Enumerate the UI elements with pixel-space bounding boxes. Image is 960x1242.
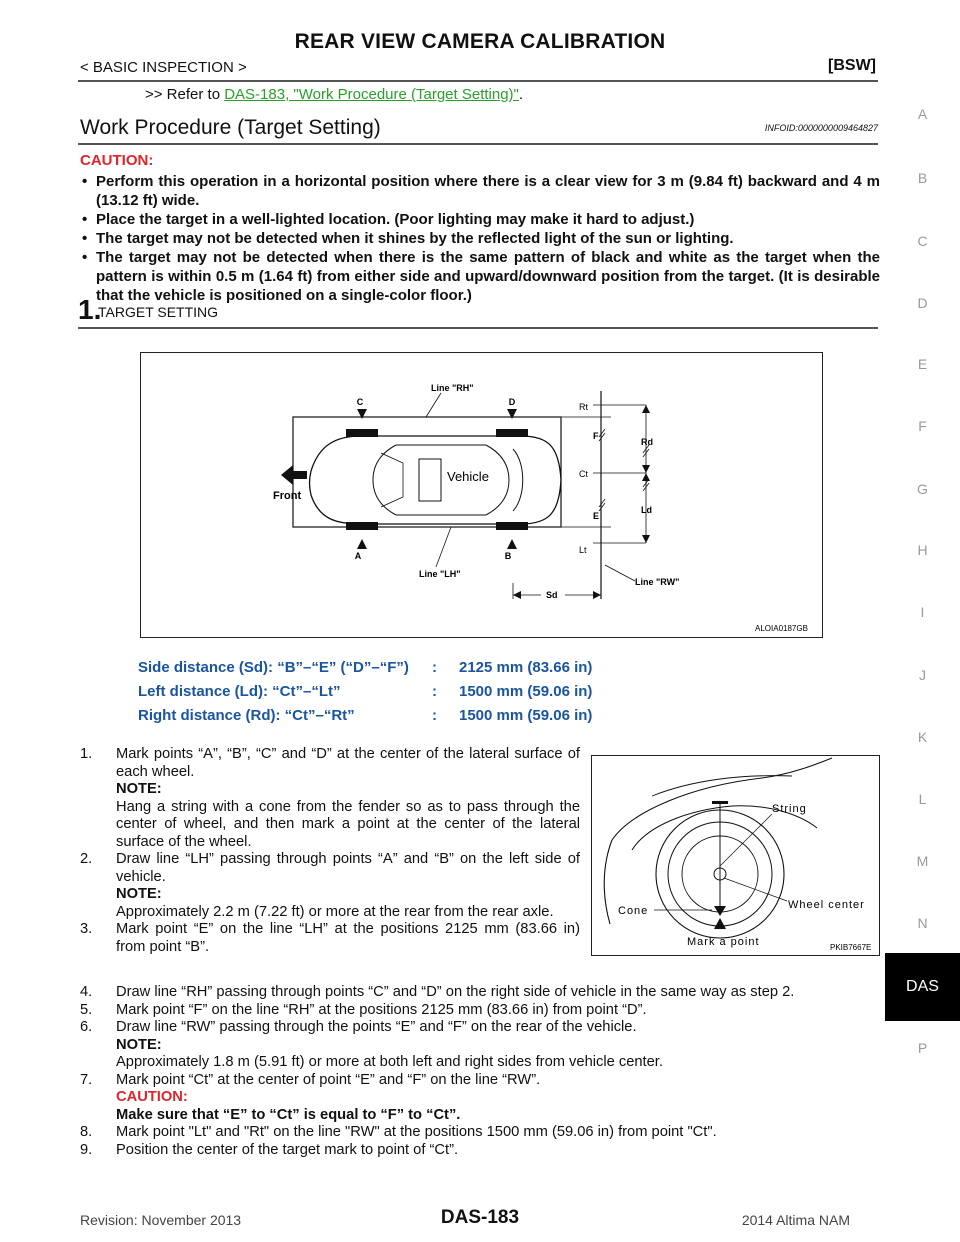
- system-code: [BSW]: [828, 57, 876, 74]
- step-item: [80, 1072, 880, 1125]
- step-num: 7.: [80, 1071, 93, 1088]
- point-b-label: B: [504, 551, 512, 561]
- ct-label: Ct: [579, 469, 588, 479]
- note-text: Approximately 2.2 m (7.22 ft) or more at the rear from the rear axle.: [116, 903, 554, 920]
- line-lh-label: Line "LH": [419, 569, 461, 579]
- caution-text: Make sure that “E” to “Ct” is equal to “F” to “Ct”.: [116, 1106, 461, 1123]
- step-number: 1.: [78, 294, 102, 325]
- point-d-label: D: [508, 397, 516, 407]
- step-num: 9.: [80, 1141, 93, 1158]
- note-heading: NOTE:: [116, 1036, 162, 1053]
- caution-list: [80, 172, 880, 305]
- section-label: < BASIC INSPECTION >: [80, 59, 247, 76]
- line-rw-label: Line "RW": [635, 577, 680, 587]
- step-item: [80, 746, 580, 851]
- refer-prefix: >> Refer to: [145, 86, 225, 103]
- tab-b[interactable]: B: [917, 170, 928, 186]
- step-text: Position the center of the target mark to point of “Ct”.: [116, 1141, 459, 1158]
- procedure-heading: Work Procedure (Target Setting): [80, 116, 381, 139]
- vehicle-outline: [310, 436, 562, 524]
- step-num: 6.: [80, 1019, 93, 1035]
- footer-model: 2014 Altima NAM: [741, 1212, 850, 1228]
- section-index: [885, 0, 960, 1242]
- tab-m[interactable]: M: [916, 853, 929, 869]
- spec-value: 1500 mm (59.06 in): [459, 683, 593, 700]
- tab-h[interactable]: H: [917, 542, 928, 558]
- caution-item: • The target may not be detected when it shines by the reflected light of the sun or lighting.: [80, 229, 880, 248]
- step-item: [80, 851, 580, 921]
- point-a-label: A: [354, 551, 362, 561]
- caution-item: • Place the target in a well-lighted location. (Poor lighting may make it hard to adjust.): [80, 210, 880, 229]
- step-text: Mark point “Ct” at the center of point “E” and “F” on the line “RW”.: [116, 1071, 541, 1088]
- target-setting-diagram: [140, 352, 823, 638]
- tab-p[interactable]: P: [917, 1040, 928, 1056]
- front-label: Front: [273, 490, 302, 502]
- mark-point-label: Mark a point: [687, 936, 760, 948]
- steps-wide: [80, 984, 880, 1159]
- tab-k[interactable]: K: [917, 729, 928, 745]
- step-title: TARGET SETTING: [98, 304, 219, 320]
- step-num: 5.: [80, 1001, 93, 1018]
- sd-label: Sd: [546, 590, 558, 600]
- step-num: 3.: [80, 921, 93, 937]
- step-text: Draw line “RW” passing through the points “E” and “F” on the rear of the vehicle.: [116, 1019, 637, 1035]
- step-item: [80, 1124, 880, 1142]
- step-text: Draw line “LH” passing through points “A” and “B” on the left side of vehicle.: [116, 851, 580, 885]
- spec-colon: :: [432, 683, 437, 700]
- step-item: [80, 921, 580, 956]
- vehicle-label: Vehicle: [447, 469, 489, 484]
- note-text: Hang a string with a cone from the fender so as to pass through the center of wheel, and then mark a point at the center of the lateral surface of the wheel.: [116, 798, 580, 850]
- caution-item: • Perform this operation in a horizontal position where there is a clear view for 3 m (9.84 ft) backward and 4 m (13.12 ft) wide.: [80, 172, 880, 210]
- wheel-svg: [592, 756, 879, 955]
- refer-link[interactable]: DAS-183, "Work Procedure (Target Setting)": [224, 86, 519, 103]
- tab-j[interactable]: J: [919, 667, 926, 683]
- spec-colon: :: [432, 707, 437, 724]
- tab-d[interactable]: D: [917, 295, 928, 311]
- ld-label: Ld: [641, 505, 652, 515]
- step-text: Draw line “RH” passing through points “C” and “D” on the right side of vehicle in the same way as step 2.: [116, 984, 795, 1000]
- line-rh-label: Line "RH": [431, 383, 474, 393]
- step-text: Mark point "Lt" and "Rt" on the line "RW" at the positions 1500 mm (59.06 in) from point "Ct".: [116, 1124, 717, 1140]
- tab-f[interactable]: F: [918, 418, 927, 434]
- tab-e[interactable]: E: [917, 356, 928, 372]
- spec-label: Side distance (Sd): “B”–“E” (“D”–“F”): [138, 659, 409, 676]
- string-label: String: [772, 803, 807, 815]
- spec-colon: :: [432, 659, 437, 676]
- tab-l[interactable]: L: [918, 791, 927, 807]
- step-text: Mark point “F” on the line “RH” at the positions 2125 mm (83.66 in) from point “D”.: [116, 1001, 647, 1018]
- rd-label: Rd: [641, 437, 653, 447]
- step-num: 4.: [80, 984, 93, 1000]
- spec-label: Right distance (Rd): “Ct”–“Rt”: [138, 707, 355, 724]
- diagram-svg: [141, 353, 822, 637]
- tab-g[interactable]: G: [917, 481, 928, 497]
- spec-value: 1500 mm (59.06 in): [459, 707, 593, 724]
- page-title: REAR VIEW CAMERA CALIBRATION: [294, 30, 666, 53]
- info-id: INFOID:0000000009464827: [764, 123, 878, 133]
- step-item: [80, 984, 880, 1002]
- step-num: 2.: [80, 851, 93, 867]
- note-text: Approximately 1.8 m (5.91 ft) or more at both left and right sides from vehicle center.: [116, 1054, 663, 1070]
- wheel-center-label: Wheel center: [788, 899, 865, 911]
- tab-n[interactable]: N: [917, 915, 928, 931]
- point-e-label: E: [593, 511, 600, 521]
- footer-revision: Revision: November 2013: [80, 1212, 242, 1228]
- tab-c[interactable]: C: [917, 233, 928, 249]
- caution-item: • The target may not be detected when there is the same pattern of black and white as the target when the pattern is within 0.5 m (1.64 ft) from either side and upward/downward position from the target. (It is desirable that the vehicle is positioned on a single-color floor.): [80, 248, 880, 305]
- step-num: 8.: [80, 1124, 93, 1140]
- spec-value: 2125 mm (83.66 in): [459, 659, 593, 676]
- heading-rule: [78, 143, 878, 145]
- footer-page-number: DAS-183: [440, 1207, 520, 1228]
- refer-line: [145, 86, 523, 103]
- step-item: [80, 1142, 880, 1160]
- step-text: Mark points “A”, “B”, “C” and “D” at the center of the lateral surface of each wheel.: [116, 746, 580, 780]
- caution-heading: CAUTION:: [80, 152, 154, 169]
- figure1-caption: ALOIA0187GB: [755, 624, 808, 633]
- point-c-label: C: [356, 397, 364, 407]
- figure2-caption: PKIB7667E: [830, 943, 872, 952]
- cone-label: Cone: [618, 905, 649, 917]
- lt-label: Lt: [579, 545, 587, 555]
- step-item: [80, 1019, 880, 1072]
- step-text: Mark point “E” on the line “LH” at the positions 2125 mm (83.66 in) from point “B”.: [116, 921, 580, 955]
- header-rule: [78, 80, 878, 82]
- spec-label: Left distance (Ld): “Ct”–“Lt”: [138, 683, 341, 700]
- caution-heading: CAUTION:: [116, 1089, 188, 1105]
- step-num: 1.: [80, 746, 93, 762]
- note-heading: NOTE:: [116, 886, 162, 902]
- note-heading: NOTE:: [116, 781, 162, 797]
- tab-a[interactable]: A: [917, 106, 928, 122]
- steps-narrow: [80, 746, 580, 956]
- tab-das-active[interactable]: DAS: [885, 953, 960, 1021]
- refer-suffix: .: [518, 86, 524, 103]
- rt-label: Rt: [579, 402, 588, 412]
- step-item: [80, 1002, 880, 1020]
- tab-i[interactable]: I: [920, 604, 925, 620]
- step-rule: [78, 327, 878, 329]
- point-f-label: F: [593, 431, 599, 441]
- wheel-center-diagram: [591, 755, 880, 956]
